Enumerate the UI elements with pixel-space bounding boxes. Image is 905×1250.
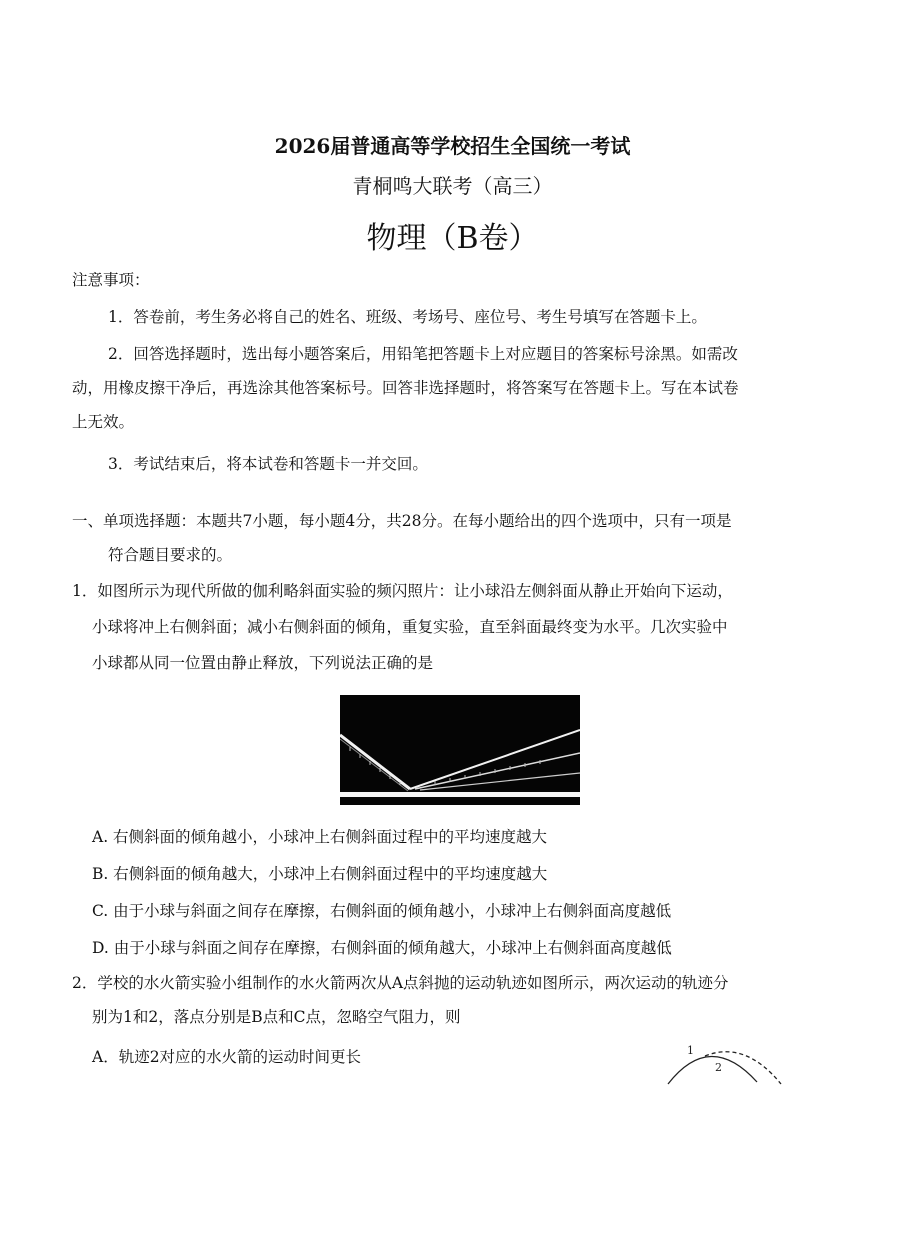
section-1-line-2: 符合题目要求的。: [108, 546, 233, 564]
q2-stem-line-1: 2．学校的水火箭实验小组制作的水火箭两次从A点斜抛的运动轨迹如图所示，两次运动的轨迹分: [72, 974, 729, 992]
exam-title: 2026届普通高等学校招生全国统一考试: [274, 134, 631, 158]
trajectory-label-1: 1: [687, 1044, 694, 1057]
q2-option-a: A．轨迹2对应的水火箭的运动时间更长: [92, 1048, 362, 1066]
note-3: 3．考试结束后，将本试卷和答题卡一并交回。: [108, 455, 428, 473]
q1-stem-line-3: 小球都从同一位置由静止释放，下列说法正确的是: [92, 654, 434, 672]
q1-option-c: C. 由于小球与斜面之间存在摩擦，右侧斜面的倾角越小，小球冲上右侧斜面高度越低: [92, 902, 672, 920]
q1-option-d: D. 由于小球与斜面之间存在摩擦，右侧斜面的倾角越大，小球冲上右侧斜面高度越低: [92, 939, 672, 957]
note-2-line-3: 上无效。: [72, 413, 135, 431]
q1-stem-line-1: 1．如图所示为现代所做的伽利略斜面实验的频闪照片：让小球沿左侧斜面从静止开始向下运动，: [72, 582, 733, 600]
q1-stem-line-2: 小球将冲上右侧斜面；减小右侧斜面的倾角，重复实验，直至斜面最终变为水平。几次实验中: [92, 618, 728, 636]
rocket-trajectory-figure: [665, 1040, 783, 1088]
notes-heading: 注意事项：: [72, 271, 150, 289]
incline-photo-graphic: [340, 695, 580, 805]
q1-option-a: A. 右侧斜面的倾角越小，小球冲上右侧斜面过程中的平均速度越大: [92, 828, 548, 846]
note-1: 1．答卷前，考生务必将自己的姓名、班级、考场号、座位号、考生号填写在答题卡上。: [108, 308, 707, 326]
note-2-line-2: 动，用橡皮擦干净后，再选涂其他答案标号。回答非选择题时，将答案写在答题卡上。写在本试卷: [72, 379, 739, 397]
q1-option-b: B. 右侧斜面的倾角越大，小球冲上右侧斜面过程中的平均速度越大: [92, 865, 548, 883]
subject-title: 物理（B卷）: [366, 221, 539, 256]
q2-stem-line-2: 别为1和2，落点分别是B点和C点，忽略空气阻力，则: [92, 1008, 461, 1026]
note-2-line-1: 2．回答选择题时，选出每小题答案后，用铅笔把答题卡上对应题目的答案标号涂黑。如需改: [108, 345, 738, 363]
trajectory-graphic: [665, 1040, 783, 1088]
exam-subtitle: 青桐鸣大联考（高三）: [352, 174, 553, 198]
trajectory-label-2: 2: [715, 1061, 722, 1074]
section-1-line-1: 一、单项选择题：本题共7小题，每小题4分，共28分。在每小题给出的四个选项中，只有一项是: [72, 512, 732, 530]
galileo-incline-photo: [340, 695, 580, 805]
